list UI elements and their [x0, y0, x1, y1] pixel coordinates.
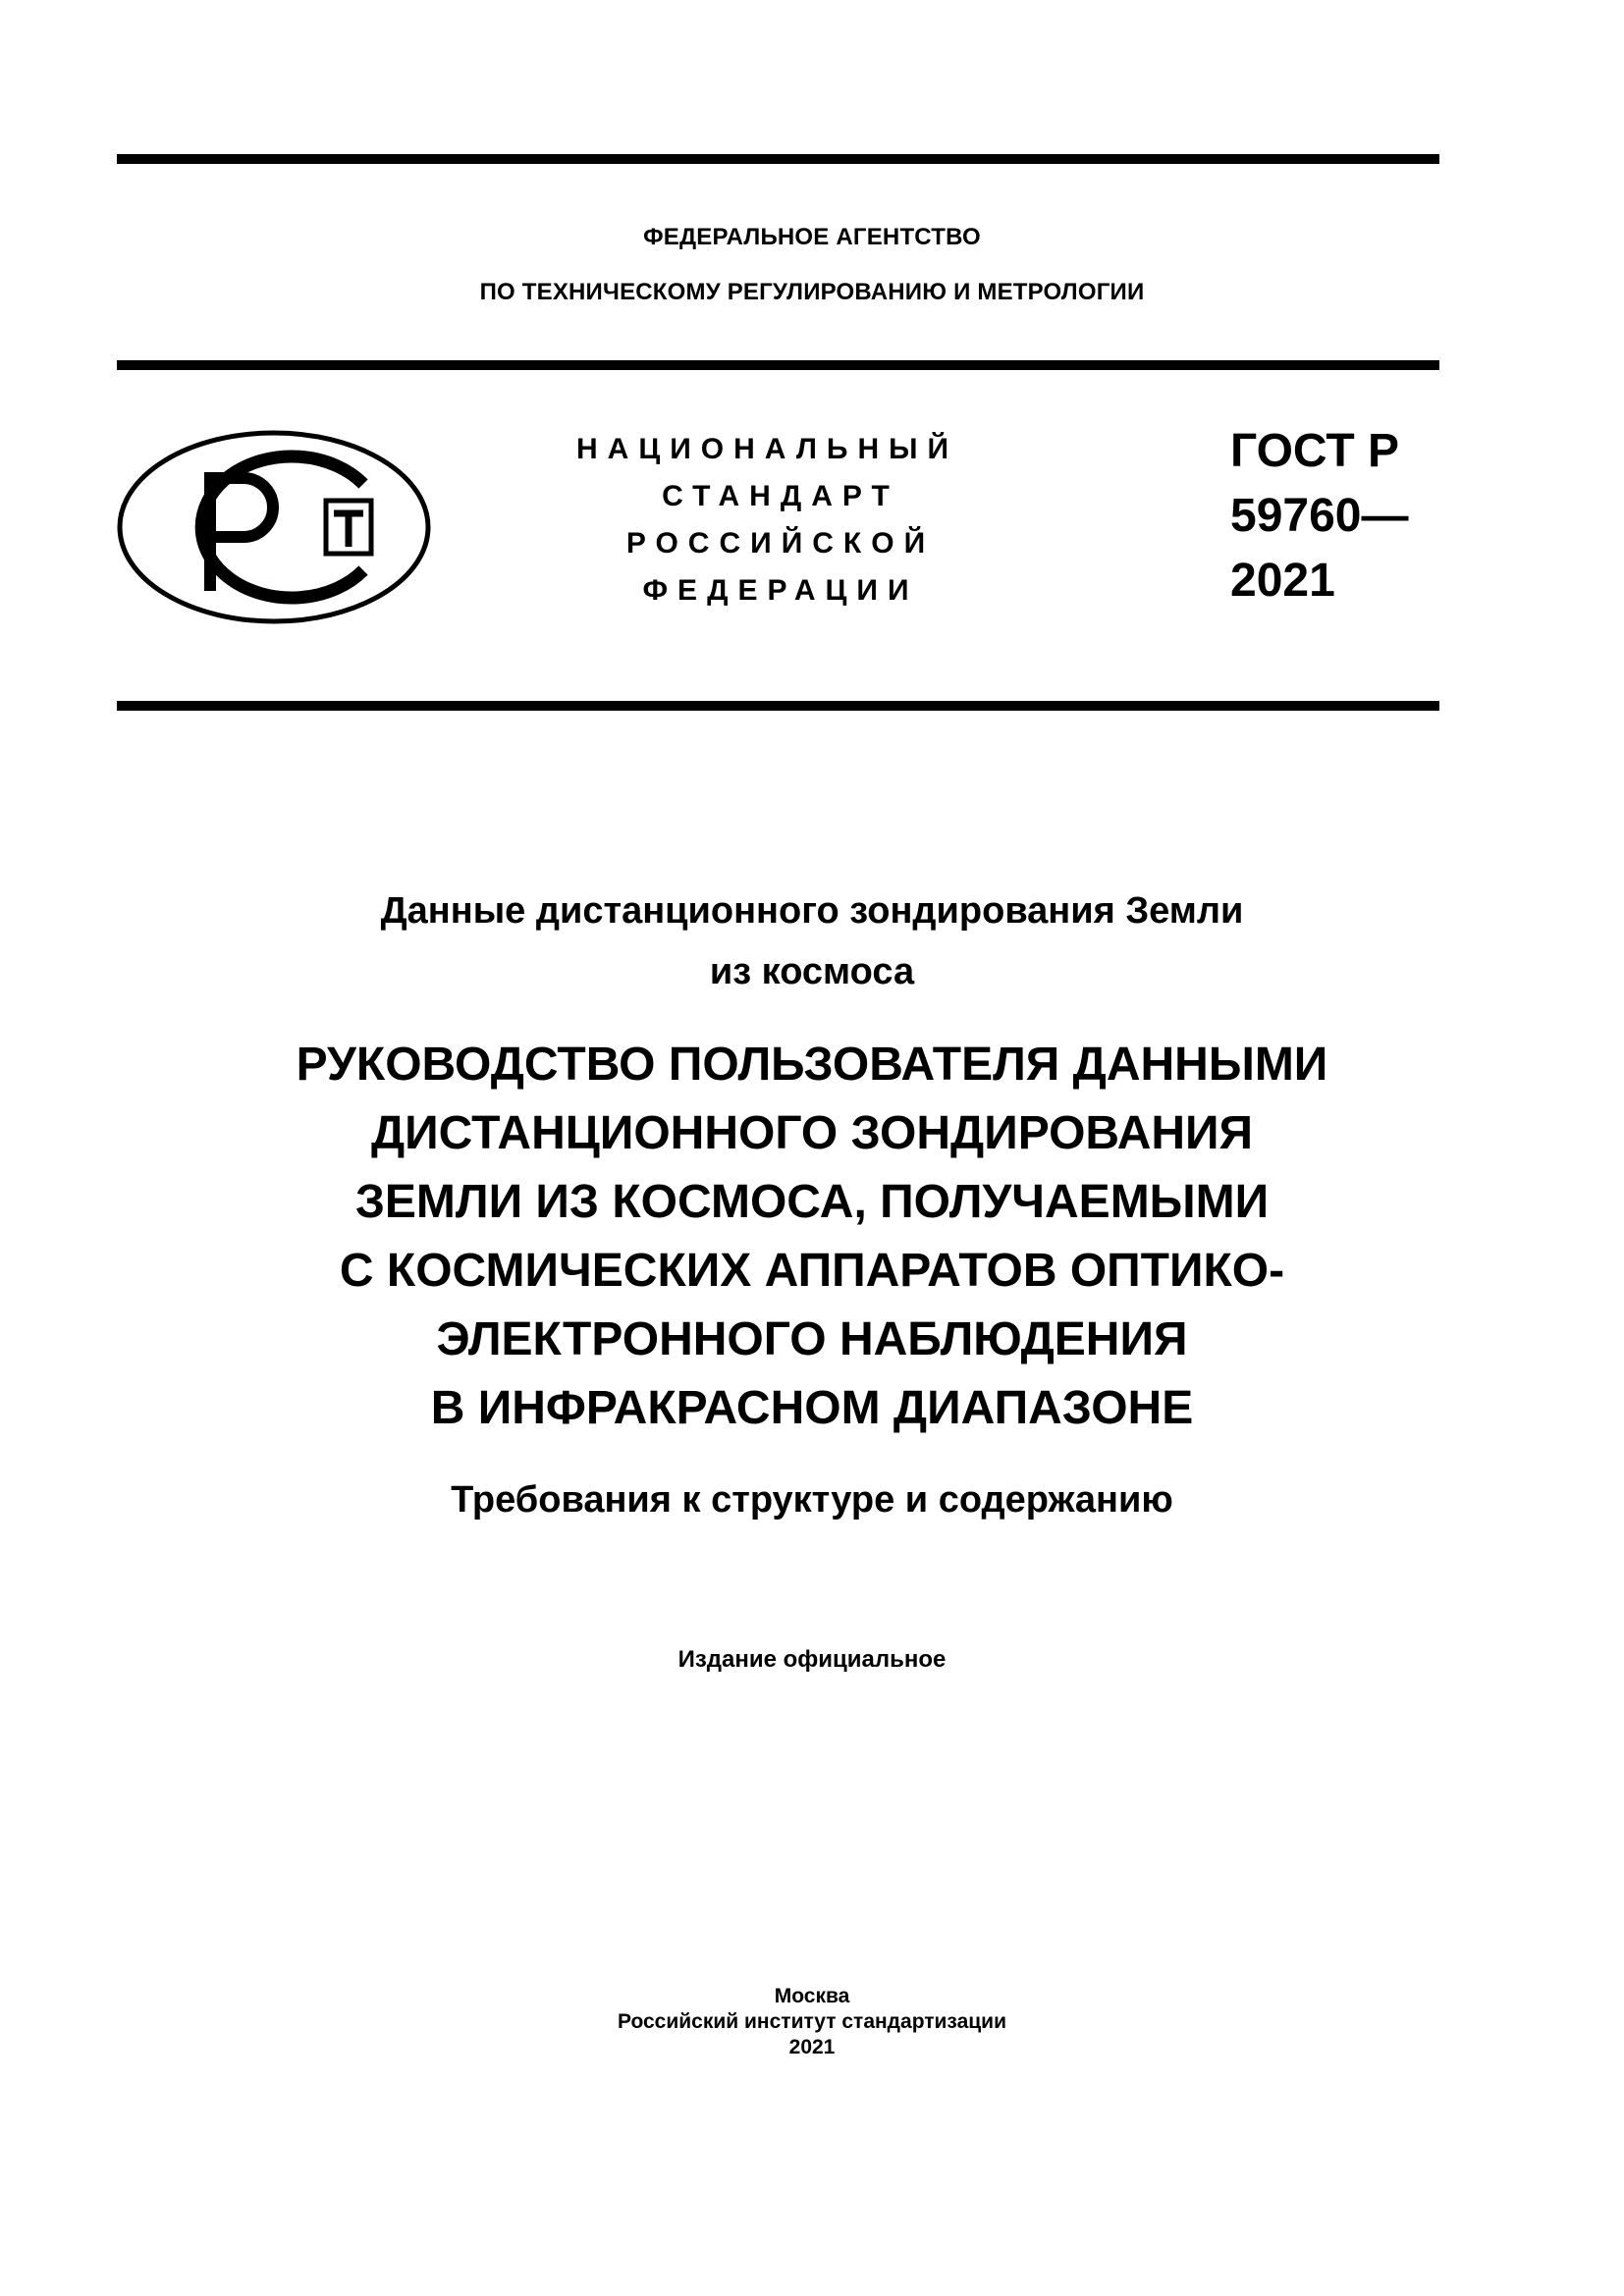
imprint-city: Москва	[774, 1985, 850, 2007]
title-line-5: ЭЛЕКТРОННОГО НАБЛЮДЕНИЯ	[436, 1313, 1188, 1365]
header-divider-rule	[117, 360, 1439, 370]
imprint-publisher: Российский институт стандартизации	[617, 2010, 1007, 2033]
subject-line-2: из космоса	[709, 951, 915, 992]
imprint	[0, 1984, 1624, 2060]
title-line-2: ДИСТАНЦИОННОГО ЗОНДИРОВАНИЯ	[370, 1107, 1254, 1159]
title-line-1: РУКОВОДСТВО ПОЛЬЗОВАТЕЛЯ ДАННЫМИ	[296, 1039, 1328, 1091]
document-subtitle: Требования к структуре и содержанию	[451, 1479, 1173, 1521]
standard-designation	[1230, 419, 1408, 614]
standard-type-line-3: РОССИЙСКОЙ	[625, 527, 936, 560]
standard-type-block	[555, 426, 1006, 614]
document-subject	[0, 881, 1624, 1002]
title-line-3: ЗЕМЛИ ИЗ КОСМОСА, ПОЛУЧАЕМЫМИ	[354, 1176, 1270, 1228]
title-line-4: С КОСМИЧЕСКИХ АППАРАТОВ ОПТИКО-	[339, 1245, 1285, 1297]
rst-certification-mark-icon	[116, 429, 432, 625]
edition-label: Издание официальное	[677, 1646, 947, 1673]
standard-type-line-4: ФЕДЕРАЦИИ	[642, 574, 919, 607]
standard-type-line-2: СТАНДАРТ	[662, 480, 899, 512]
document-title	[0, 1031, 1624, 1443]
subject-line-1: Данные дистанционного зондирования Земли	[380, 890, 1244, 932]
designation-line-2: 59760—	[1230, 490, 1409, 542]
designation-line-3: 2021	[1230, 555, 1335, 607]
standard-type-line-1: НАЦИОНАЛЬНЫЙ	[576, 433, 959, 465]
designation-line-1: ГОСТ Р	[1230, 425, 1400, 477]
top-rule	[117, 154, 1439, 164]
header-bottom-rule	[117, 701, 1439, 711]
title-line-6: В ИНФРАКРАСНОМ ДИАПАЗОНЕ	[430, 1382, 1194, 1434]
agency-name-line-2: ПО ТЕХНИЧЕСКОМУ РЕГУЛИРОВАНИЮ И МЕТРОЛОГИИ	[479, 279, 1145, 305]
imprint-year: 2021	[788, 2036, 836, 2058]
agency-name-line-1: ФЕДЕРАЛЬНОЕ АГЕНТСТВО	[643, 224, 981, 250]
